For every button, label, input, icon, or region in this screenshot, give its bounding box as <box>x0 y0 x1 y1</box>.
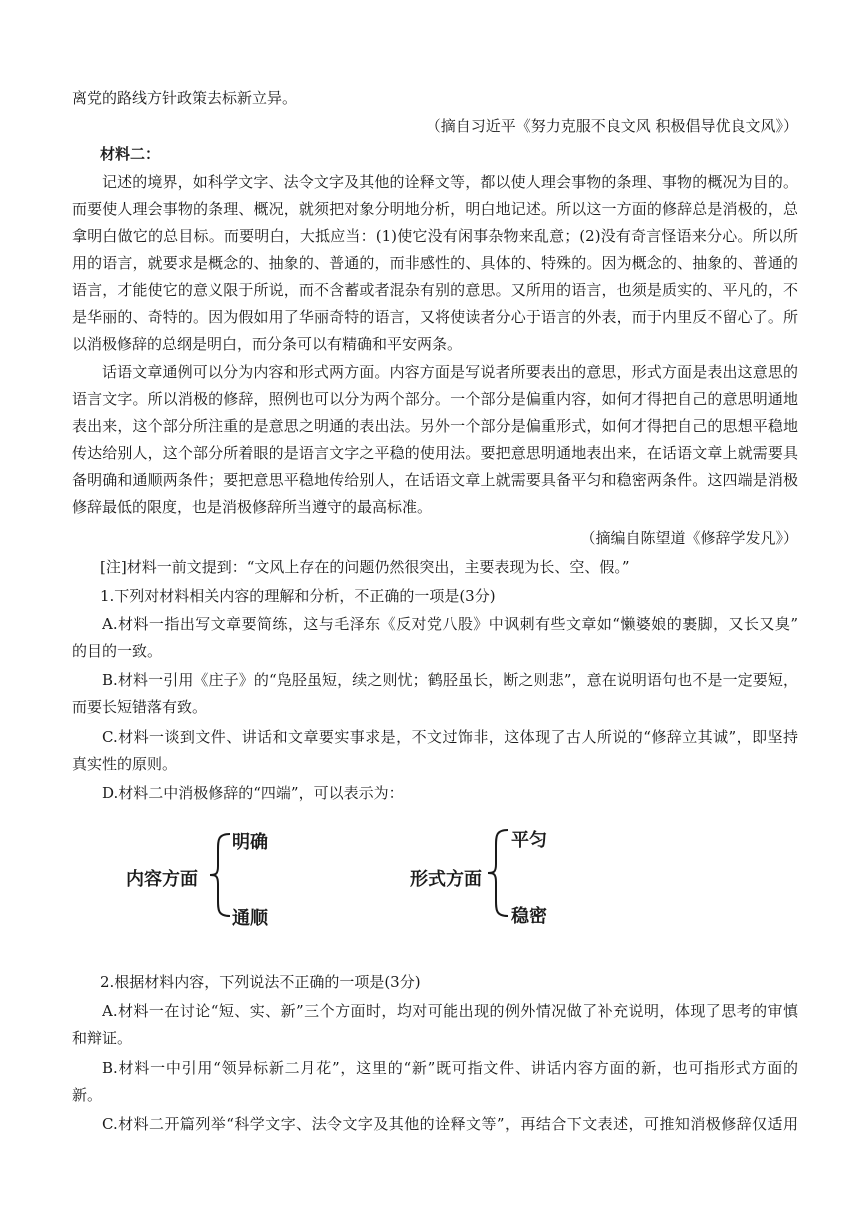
source-citation: （摘编自陈望道《修辞学发凡》） <box>580 529 798 547</box>
paragraph-line: 表出来，这个部分所注重的是意思之明通的表出法。另外一个部分是偏重形式，如何才得把自己的思想平稳地 <box>72 417 798 435</box>
form-bottom-label: 稳密 <box>511 906 547 927</box>
option-a: A.材料一指出写文章要简练，这与毛泽东《反对党八股》中讽刺有些文章如“懒婆娘的裹脚，又长又臭” <box>102 615 798 633</box>
section-heading: 材料二： <box>100 145 161 163</box>
option-b: B.材料一中引用“领异标新二月花”，这里的“新”既可指文件、讲话内容方面的新，也可指形式方面的 <box>102 1059 798 1077</box>
question-stem: 2.根据材料内容，下列说法不正确的一项是(3分) <box>100 973 421 991</box>
option-a-cont: 和辩证。 <box>72 1029 133 1047</box>
paragraph-line: 是华丽的、奇特的。因为假如用了华丽奇特的语言，又将使读者分心于语言的外表，而于内里反不留心了。所 <box>72 308 798 326</box>
option-c: C.材料一谈到文件、讲话和文章要实事求是，不文过饰非，这体现了古人所说的“修辞立其诚”，即坚持 <box>102 728 798 746</box>
option-b: B.材料一引用《庄子》的“凫胫虽短，续之则忧；鹤胫虽长，断之则悲”，意在说明语句也不是一定要短， <box>102 671 798 689</box>
form-top-label: 平匀 <box>511 830 547 851</box>
four-ends-diagram <box>120 820 580 930</box>
option-b-cont: 新。 <box>72 1086 103 1104</box>
source-citation: （摘自习近平《努力克服不良文风 积极倡导优良文风》） <box>425 117 798 135</box>
option-b-cont: 而要长短错落有致。 <box>72 698 208 716</box>
option-a: A.材料一在讨论“短、实、新”三个方面时，均对可能出现的例外情况做了补充说明，体现了思考的审慎 <box>102 1002 798 1020</box>
paragraph-line: 备明确和通顺两条件；要把意思平稳地传给别人，在话语文章上就需要具备平匀和稳密两条件。这四端是消极 <box>72 471 798 489</box>
paragraph-line: 拿明白做它的总目标。而要明白，大抵应当：(1)使它没有闲事杂物来乱意；(2)没有奇言怪语来分心。所以所 <box>72 227 798 245</box>
paragraph-line: 话语文章通例可以分为内容和形式两方面。内容方面是写说者所要表出的意思，形式方面是表出这意思的 <box>102 363 798 381</box>
content-bottom-label: 通顺 <box>232 908 268 929</box>
paragraph-line: 传达给别人，这个部分所着眼的是语言文字之平稳的使用法。要把意思明通地表出来，在话语文章上就需要具 <box>72 444 798 462</box>
paragraph-line: 语言，才能使它的意义限于所说，而不含蓄或者混杂有别的意思。又所用的语言，也须是质实的、平凡的，不 <box>72 281 798 299</box>
paragraph-line: 而要使人理会事物的条理、概况，就须把对象分明地分析，明白地记述。所以这一方面的修辞总是消极的，总 <box>72 200 798 218</box>
text-line: 离党的路线方针政策去标新立异。 <box>72 89 298 107</box>
form-aspect-label: 形式方面 <box>410 869 482 890</box>
content-top-label: 明确 <box>232 832 268 853</box>
note-line: [注]材料一前文提到：“文风上存在的问题仍然很突出，主要表现为长、空、假。” <box>100 558 630 576</box>
left-brace-icon <box>204 820 234 930</box>
paragraph-line: 记述的境界，如科学文字、法令文字及其他的诠释文等，都以使人理会事物的条理、事物的概况为目的。 <box>102 173 798 191</box>
option-c-cont: 真实性的原则。 <box>72 755 178 773</box>
question-stem: 1.下列对材料相关内容的理解和分析，不正确的一项是(3分) <box>100 587 496 605</box>
paragraph-line: 以消极修辞的总纲是明白，而分条可以有精确和平安两条。 <box>72 335 463 353</box>
paragraph-line: 语言文字。所以消极的修辞，照例也可以分为两个部分。一个部分是偏重内容，如何才得把自己的意思明通地 <box>72 390 798 408</box>
paragraph-line: 修辞最低的限度，也是消极修辞所当遵守的最高标准。 <box>72 498 433 516</box>
paragraph-line: 用的语言，就要求是概念的、抽象的、普通的，而非感性的、具体的、特殊的。因为概念的、抽象的、普通的 <box>72 254 798 272</box>
left-brace-icon <box>482 820 512 930</box>
content-aspect-label: 内容方面 <box>126 869 198 890</box>
option-c: C.材料二开篇列举“科学文字、法令文字及其他的诠释文等”，再结合下文表述，可推知消极修辞仅适用 <box>102 1115 798 1133</box>
option-a-cont: 的目的一致。 <box>72 642 163 660</box>
option-d: D.材料二中消极修辞的“四端”，可以表示为： <box>102 784 404 802</box>
